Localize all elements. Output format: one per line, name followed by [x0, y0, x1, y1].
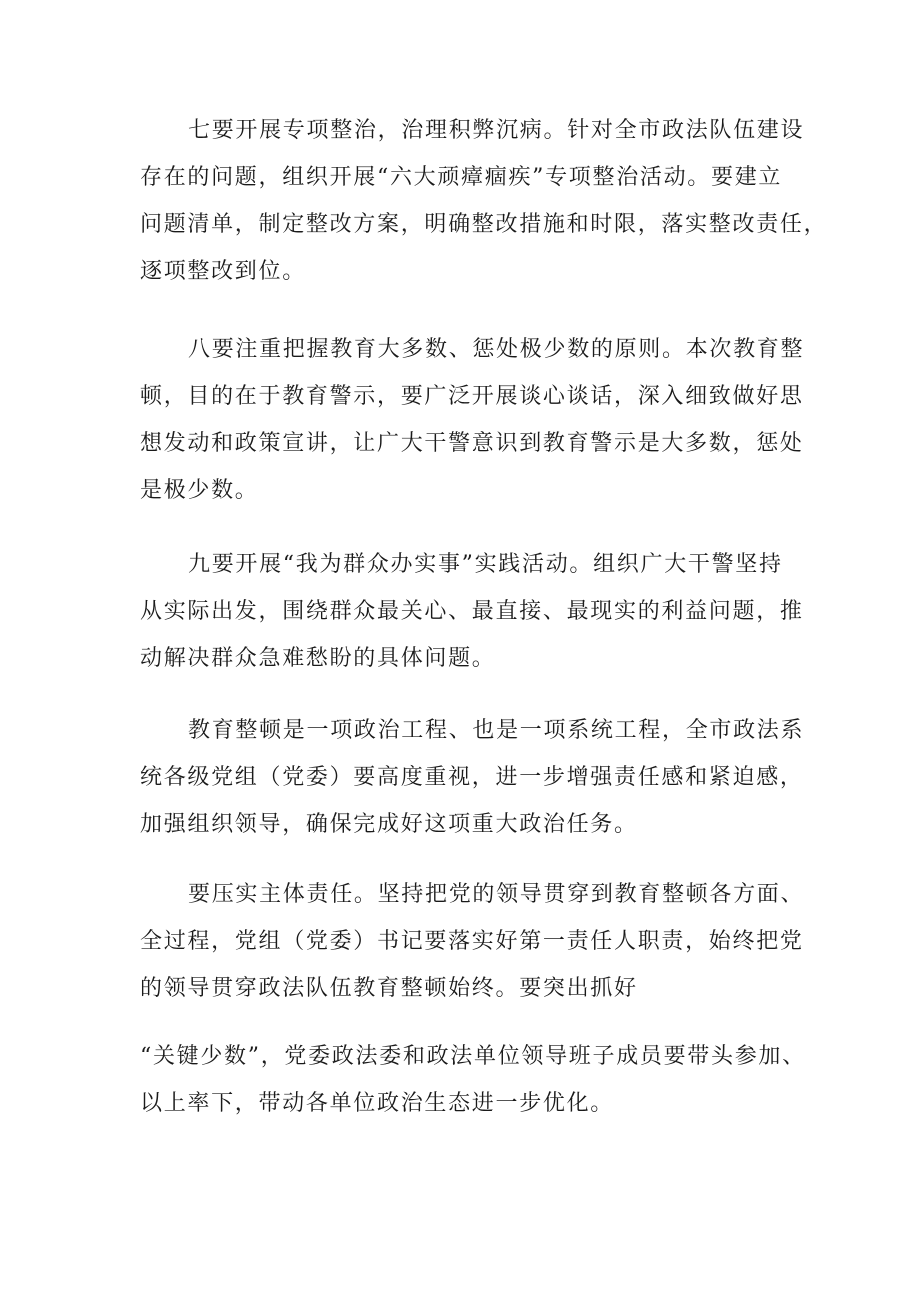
paragraph-6-line-2: 以上率下，带动各单位政治生态进一步优化。 — [140, 1091, 615, 1116]
paragraph-2-line-3: 想发动和政策宣讲，让广大干警意识到教育警示是大多数，惩处 — [140, 431, 804, 456]
paragraph-4-line-2: 统各级党组（党委）要高度重视，进一步增强责任感和紧迫感， — [140, 765, 804, 790]
paragraph-3-line-2: 从实际出发，围绕群众最关心、最直接、最现实的利益问题，推 — [140, 599, 804, 624]
paragraph-1-line-3: 问题清单，制定整改方案，明确整改措施和时限，落实整改责任， — [140, 212, 828, 237]
paragraph-3-line-1: 九要开展“我为群众办实事”实践活动。组织广大干警坚持 — [188, 552, 783, 577]
paragraph-2-line-2: 顿，目的在于教育警示，要广泛开展谈心谈话，深入细致做好思 — [140, 384, 804, 409]
paragraph-1-line-4: 逐项整改到位。 — [140, 259, 306, 284]
paragraph-1-line-1: 七要开展专项整治，治理积弊沉病。针对全市政法队伍建设 — [188, 118, 805, 143]
paragraph-5-line-1: 要压实主体责任。坚持把党的领导贯穿到教育整顿各方面、 — [188, 882, 805, 907]
paragraph-2-line-1: 八要注重把握教育大多数、惩处极少数的原则。本次教育整 — [188, 337, 805, 362]
paragraph-2-line-4: 是极少数。 — [140, 478, 259, 503]
paragraph-4-line-3: 加强组织领导，确保完成好这项重大政治任务。 — [140, 812, 638, 837]
paragraph-1-line-2: 存在的问题，组织开展“六大顽瘴痼疾”专项整治活动。要建立 — [140, 165, 783, 190]
paragraph-3-line-3: 动解决群众急难愁盼的具体问题。 — [140, 646, 496, 671]
paragraph-6-line-1: “关键少数”，党委政法委和政法单位领导班子成员要带头参加、 — [140, 1044, 806, 1069]
paragraph-4-line-1: 教育整顿是一项政治工程、也是一项系统工程，全市政法系 — [188, 718, 805, 743]
paragraph-5-line-3: 的领导贯穿政法队伍教育整顿始终。要突出抓好 — [140, 976, 638, 1001]
paragraph-5-line-2: 全过程，党组（党委）书记要落实好第一责任人职责，始终把党 — [140, 929, 804, 954]
